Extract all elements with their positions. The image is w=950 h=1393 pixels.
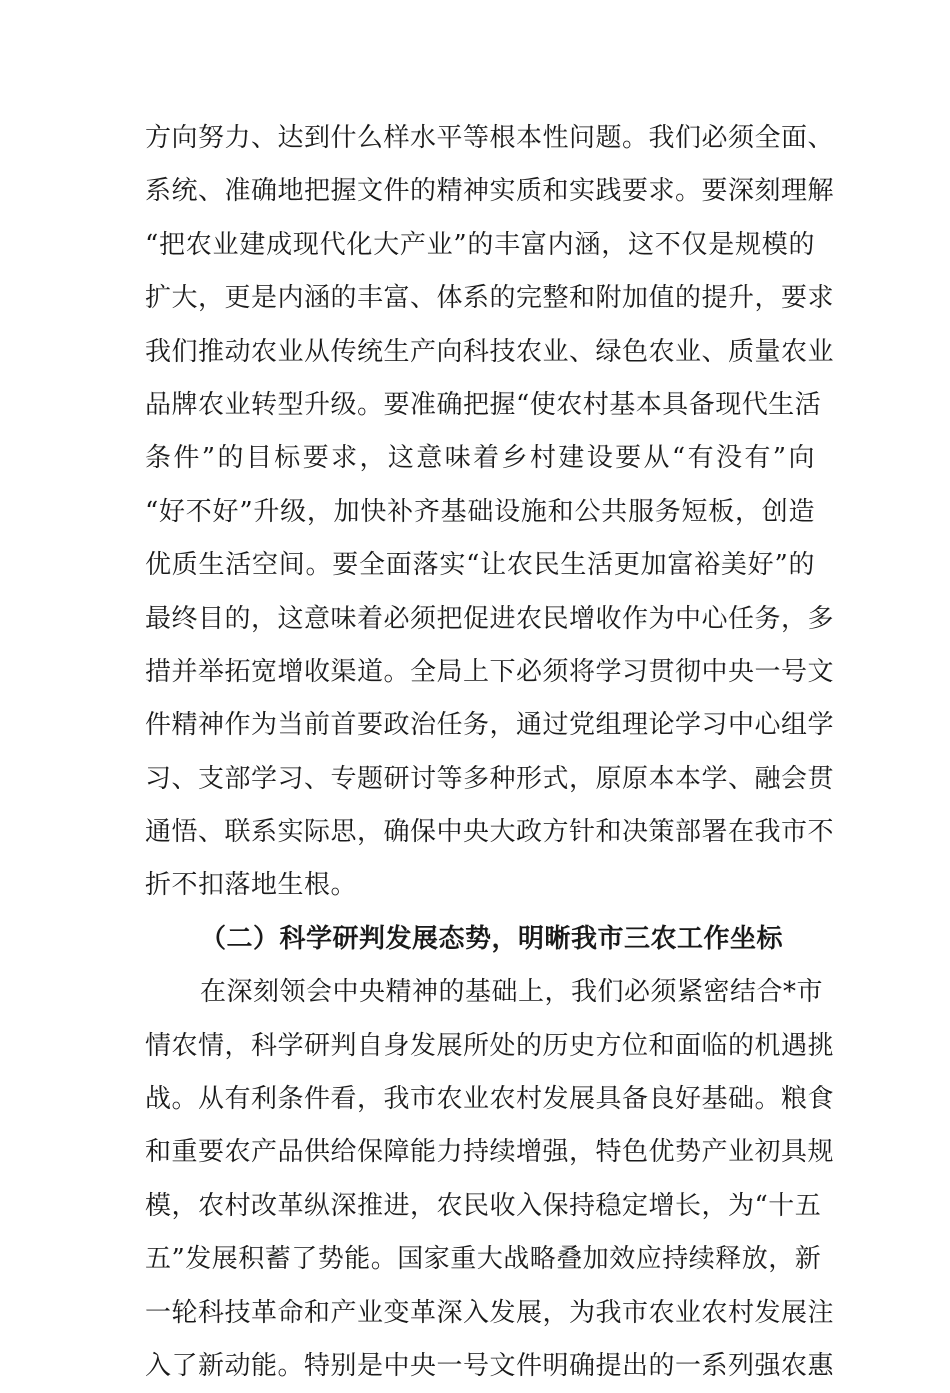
paragraph-2 — [145, 966, 835, 1393]
paragraph-line: 五”发展积蓄了势能。国家重大战略叠加效应持续释放，新 — [145, 1244, 822, 1275]
paragraph-line: 入了新动能。特别是中央一号文件明确提出的一系列强农惠 — [145, 1350, 835, 1381]
paragraph-line: 一轮科技革命和产业变革深入发展，为我市农业农村发展注 — [145, 1297, 835, 1328]
paragraph-line: 战。从有利条件看，我市农业农村发展具备良好基础。粮食 — [145, 1084, 835, 1115]
paragraph-line: 系统、准确地把握文件的精神实质和实践要求。要深刻理解 — [145, 176, 835, 207]
paragraph-line: 扩大，更是内涵的丰富、体系的完整和附加值的提升，要求 — [145, 283, 835, 314]
paragraph-line: 折不扣落地生根。 — [145, 870, 358, 901]
paragraph-line: 最终目的，这意味着必须把促进农民增收作为中心任务，多 — [145, 603, 835, 634]
document-body — [145, 112, 835, 1393]
paragraph-line: 件精神作为当前首要政治任务，通过党组理论学习中心组学 — [145, 710, 835, 741]
paragraph-1 — [145, 112, 835, 913]
paragraph-line: 优质生活空间。要全面落实“让农民生活更加富裕美好”的 — [145, 550, 815, 581]
paragraph-line: “好不好”升级，加快补齐基础设施和公共服务短板，创造 — [145, 496, 815, 527]
paragraph-line: 在深刻领会中央精神的基础上，我们必须紧密结合*市 — [200, 977, 824, 1008]
paragraph-line: 条件”的目标要求，这意味着乡村建设要从“有没有”向 — [145, 443, 815, 474]
paragraph-line: 和重要农产品供给保障能力持续增强，特色优势产业初具规 — [145, 1137, 835, 1168]
paragraph-line: 模，农村改革纵深推进，农民收入保持稳定增长，为“十五 — [145, 1190, 822, 1221]
paragraph-line: “把农业建成现代化大产业”的丰富内涵，这不仅是规模的 — [145, 229, 815, 260]
section-heading: （二）科学研判发展态势，明晰我市三农工作坐标 — [200, 923, 784, 954]
paragraph-line: 我们推动农业从传统生产向科技农业、绿色农业、质量农业 — [145, 336, 835, 367]
paragraph-line: 情农情，科学研判自身发展所处的历史方位和面临的机遇挑 — [145, 1030, 835, 1061]
paragraph-line: 品牌农业转型升级。要准确把握“使农村基本具备现代生活 — [145, 389, 822, 420]
paragraph-line: 措并举拓宽增收渠道。全局上下必须将学习贯彻中央一号文 — [145, 656, 835, 687]
paragraph-line: 通悟、联系实际思，确保中央大政方针和决策部署在我市不 — [145, 817, 835, 848]
paragraph-line: 方向努力、达到什么样水平等根本性问题。我们必须全面、 — [145, 123, 835, 153]
paragraph-line: 习、支部学习、专题研讨等多种形式，原原本本学、融会贯 — [145, 763, 835, 794]
